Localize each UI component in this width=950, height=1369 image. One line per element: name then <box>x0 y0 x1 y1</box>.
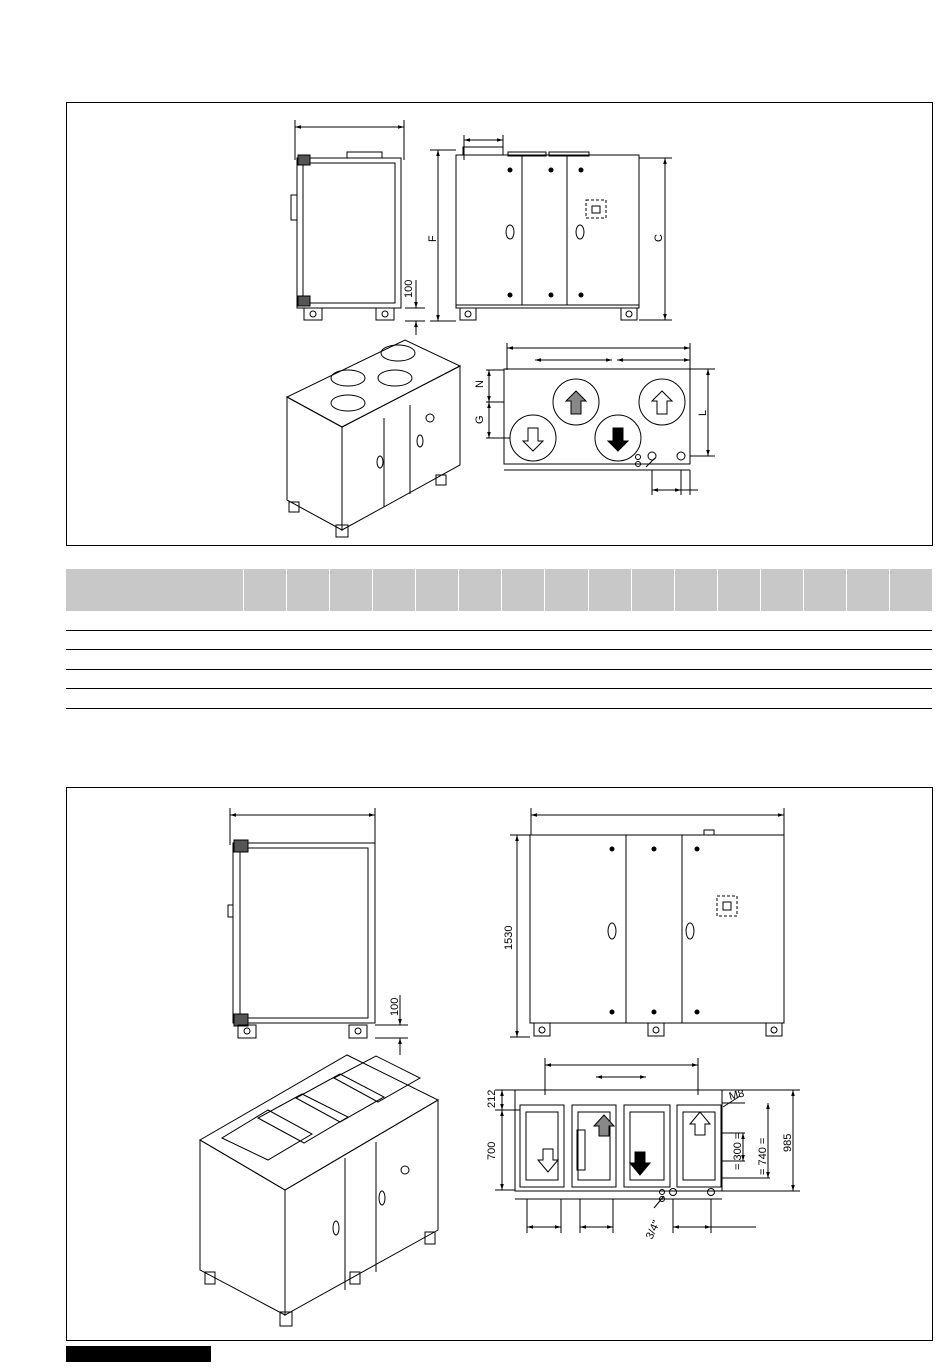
fig1-port-view <box>486 343 715 495</box>
fig2-dim-100: 100 <box>389 997 401 1016</box>
table-row <box>66 630 932 631</box>
table-row <box>66 708 932 709</box>
fig2-dim-1530: 1530 <box>503 925 515 950</box>
table-header-cell <box>330 569 373 611</box>
table-header-cell <box>459 569 502 611</box>
fig1-dim-G: G <box>474 415 486 424</box>
table-row <box>66 649 932 650</box>
table-header-cell <box>718 569 761 611</box>
fig1-side-view <box>291 120 425 335</box>
fig1-isometric-view <box>287 340 460 537</box>
table-header-cell <box>373 569 416 611</box>
table-header-cell <box>416 569 459 611</box>
fig2-isometric-view <box>200 1055 438 1326</box>
fig2-dim-740: = 740 = <box>757 1137 769 1175</box>
fig1-dim-N: N <box>474 380 486 388</box>
fig2-dim-700: 700 <box>486 1141 498 1160</box>
table-header-cell <box>589 569 632 611</box>
fig2-dim-985: 985 <box>782 1133 794 1152</box>
fig1-dim-C: C <box>653 234 665 242</box>
fig2-dim-300: = 300 = <box>732 1132 744 1170</box>
fig1-dim-100: 100 <box>403 279 415 298</box>
table-row <box>66 688 932 689</box>
table-header-cell <box>287 569 330 611</box>
table-header-cell <box>761 569 804 611</box>
fig2-label-m8: M8 <box>727 1087 746 1103</box>
table-header <box>66 569 932 611</box>
table-header-cell <box>675 569 718 611</box>
table-header-cell <box>545 569 588 611</box>
table-header-cell <box>502 569 545 611</box>
table-row <box>66 669 932 670</box>
fig2-front-view <box>510 808 784 1037</box>
table-header-cell <box>244 569 287 611</box>
table-header-cell <box>847 569 890 611</box>
fig2-dim-212: 212 <box>486 1089 498 1108</box>
table-header-cell <box>632 569 675 611</box>
fig1-dim-F: F <box>427 235 439 242</box>
fig1-dim-L: L <box>697 409 709 416</box>
fig2-label-thread: 3/4" <box>643 1218 663 1242</box>
table-header-cell <box>804 569 847 611</box>
fig2-side-view <box>228 808 408 1055</box>
fig1-front-view <box>430 135 672 321</box>
footer-black-bar <box>66 1346 211 1362</box>
table-header-cell <box>890 569 932 611</box>
fig2-port-view <box>495 1058 800 1233</box>
table-header-cell <box>66 569 244 611</box>
